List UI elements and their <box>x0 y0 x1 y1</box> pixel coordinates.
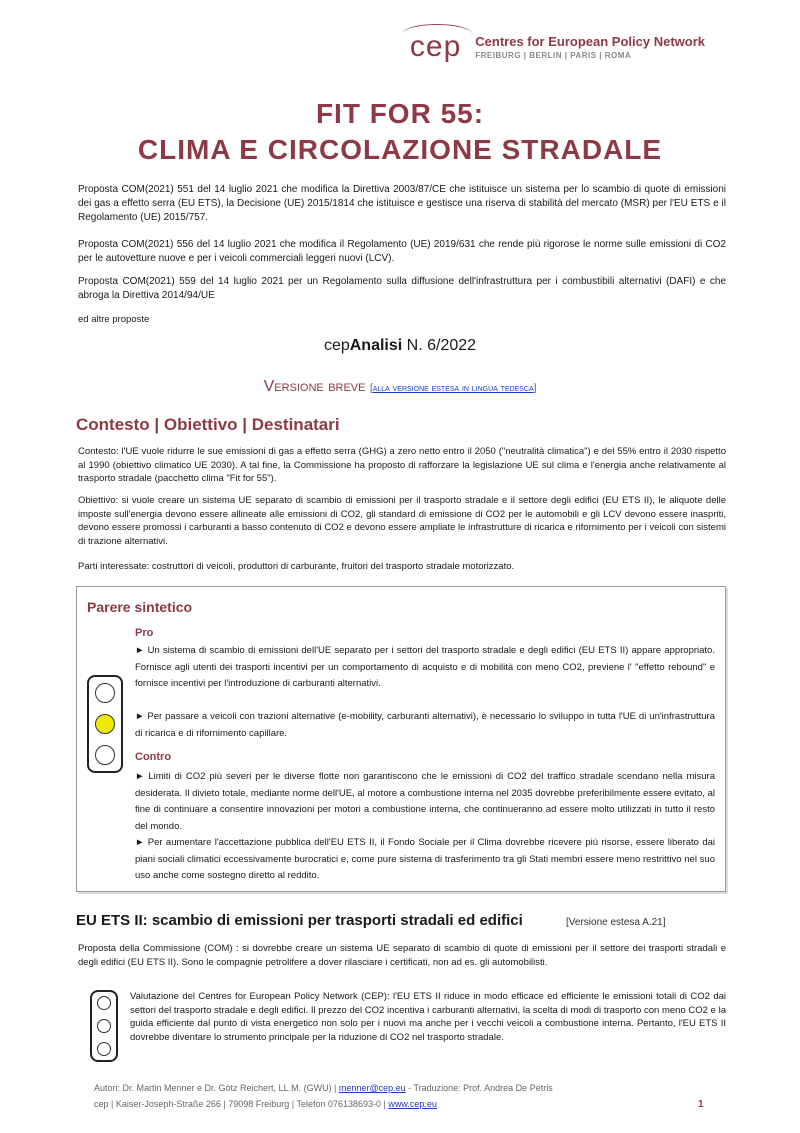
page-title <box>0 96 800 168</box>
lamp-top <box>95 683 115 703</box>
contro-item-2: ► Per aumentare l'accettazione pubblica dell'EU ETS II, il Fondo Sociale per il Clima dovrebbe ricevere più risorse, essere liberato dai piani sociali climatici eccessivamente burocratici e, come pure sistema di trasferimento tra gli Stati membri essere meno restrittivo nel suo uso anche come sostegno diretto al reddito. <box>135 837 715 882</box>
long-version-link[interactable]: alla versione estesa in lingua tedesca <box>372 383 534 394</box>
address-text: cep | Kaiser-Joseph-Straße 266 | 79098 Freiburg | Telefon 076138693-0 | <box>94 1099 386 1109</box>
parere-sintetico-box <box>76 586 726 892</box>
intro-paragraph-3: Proposta COM(2021) 559 del 14 luglio 2021 per un Regolamento sulla diffusione dell'infrastruttura per i combustibili alternativi (DAFI) e che abroga la Direttiva 2014/94/UE <box>78 276 726 301</box>
analysis-prefix: cep <box>323 337 350 354</box>
lamp-bottom-green <box>97 1042 111 1056</box>
proposta-paragraph: Proposta della Commissione (COM) : si dovrebbe creare un sistema UE separato di scambio di quote di emissioni per il settore dei trasporti stradali e degli edifici (EU ETS II). Sono le compagnie petrolifere a dover rilasciare i certificati, non ad es. gli automobilisti. <box>78 943 726 968</box>
version-bracket-close: ] <box>533 383 537 394</box>
pro-label: Pro <box>135 627 154 639</box>
version-label: Versione breve <box>263 378 366 395</box>
obiettivo-paragraph: Obiettivo: si vuole creare un sistema UE separato di scambio di emissioni per il trasporto stradale e il settore degli edifici (EU ETS II), le aliquote delle imposte sull'energia devono essere allineate alle emissioni di CO2, gli standard di emissione di CO2 per le automobili e gli LCV devono essere inaspriti, devono essere promossi i carburanti a basso contenuto di CO2 e devono essere ampliate le infrastrutture di ricarica e rifornimento per i veicoli con sistemi di trazione alternativi. <box>78 495 726 547</box>
logo-text: cep <box>409 30 462 63</box>
analysis-issue: N. 6/2022 <box>406 337 477 354</box>
intro-paragraph-4: ed altre proposte <box>78 314 150 325</box>
intro-paragraph-1: Proposta COM(2021) 551 del 14 luglio 2021 che modifica la Direttiva 2003/87/CE che istituisce un sistema per lo scambio di quote di emissioni dei gas a effetto serra (EU ETS), la Decisione (UE) 2015/1814 che istituisce e gestisce una riserva di stabilità del mercato (MSR) per l'EU ETS e il Regolamento (UE) 2015/757. <box>78 184 726 223</box>
analysis-bold: Analisi <box>349 337 403 354</box>
analysis-number <box>0 337 800 355</box>
traffic-light-yellow-icon <box>87 675 123 773</box>
website-link[interactable]: www.cep.eu <box>388 1099 437 1109</box>
org-cities: FREIBURG | BERLIN | PARIS | ROMA <box>475 50 632 60</box>
authors-text: Autori: Dr. Martin Menner e Dr. Götz Reichert, LL.M. (GWU) | <box>94 1083 337 1093</box>
intro-paragraph-2: Proposta COM(2021) 556 del 14 luglio 2021 che modifica il Regolamento (UE) 2019/631 che rende più rigorose le norme sulle emissioni di CO2 per le autovetture nuove e per i veicoli commerciali leggeri nuovi (LCV). <box>78 239 726 264</box>
page-number: 1 <box>698 1099 704 1110</box>
footer-address <box>94 1099 437 1109</box>
email-link[interactable]: menner@cep.eu <box>338 1083 406 1093</box>
contesto-paragraph: Contesto: l'UE vuole ridurre le sue emissioni di gas a effetto serra (GHG) a zero netto entro il 2050 ("neutralità climatica") e del 55% entro il 2030 rispetto al 1990 (obiettivo climatico UE 2030). A tal fine, la Commissione ha proposto di rafforzare la legislazione UE sul clima e l'energia anche relativamente al trasporto stradale (pacchetto clima "Fit for 55"). <box>78 446 726 485</box>
org-name: Centres for European Policy Network <box>475 34 705 50</box>
pro-item-2: ► Per passare a veicoli con trazioni alternative (e-mobility, carburanti alternativi), è necessario lo sviluppo in tutta l'UE di un'infrastruttura di ricarica e di rifornimento capillare. <box>135 711 715 739</box>
title-line2: CLIMA E CIRCOLAZIONE STRADALE <box>137 134 663 165</box>
version-bracket-open: [ <box>369 383 373 394</box>
footer-authors <box>94 1083 553 1093</box>
parti-paragraph: Parti interessate: costruttori di veicoli, produttori di carburante, fruitori del trasporto stradale motorizzato. <box>78 561 515 572</box>
valutazione-paragraph: Valutazione del Centres for European Policy Network (CEP): l'EU ETS II riduce in modo efficace ed efficiente le emissioni totali di CO2 dai settori del trasporto stradale e degli edifici. Il prezzo del CO2 incentiva i carburanti alternativi, la scelta di modi di trasporto con meno CO2 e la guida efficiente dal punto di vista energetico non solo per i nuovi ma anche per i vecchi veicoli a combustione interna. Pertanto, l'EU ETS II dovrebbe diventare lo strumento principale per la riduzione di CO2 nel trasporto stradale. <box>130 991 726 1043</box>
version-line <box>0 378 800 396</box>
section-ref: [Versione estesa A.21] <box>566 917 666 928</box>
lamp-bottom <box>95 745 115 765</box>
logo-arc-icon <box>402 24 472 44</box>
pro-item-1: ► Un sistema di scambio di emissioni dell'UE separato per i settori del trasporto stradale e degli edifici (EU ETS II) appare appropriato. Fornisce agli utenti dei trasporti incentivi per un comportamento di acquisto e di mobilità con meno CO2, previene l' "effetto rebound" e fornisce incentivi per l'introduzione di carburanti alternativi. <box>135 645 715 690</box>
lamp-middle-yellow <box>95 714 115 734</box>
cep-logo <box>410 30 461 64</box>
contro-label: Contro <box>135 751 172 763</box>
lamp-top <box>97 996 111 1010</box>
section-heading-contesto: Contesto | Obiettivo | Destinatari <box>76 415 340 434</box>
translation-text: - Traduzione: Prof. Andrea De Petris <box>408 1083 553 1093</box>
traffic-light-green-icon <box>90 990 118 1062</box>
header <box>410 30 705 64</box>
parere-title: Parere sintetico <box>87 599 193 615</box>
section-heading-ets: EU ETS II: scambio di emissioni per trasporti stradali ed edifici <box>76 912 523 929</box>
contro-item-1: ► Limiti di CO2 più severi per le diverse flotte non garantiscono che le emissioni di CO2 del traffico stradale scendano nella misura desiderata. Il divieto totale, mediante norme dell'UE, al motore a combustione interna nel 2035 dovrebbe preferibilmente essere evitato, al fine di continuare a consentire innovazioni per motori a combustione interna, che continueranno ad essere molto utilizzati in tutto il resto del mondo. <box>135 771 715 832</box>
lamp-middle-yellow <box>97 1019 111 1033</box>
title-line1: FIT FOR 55: <box>315 98 485 129</box>
